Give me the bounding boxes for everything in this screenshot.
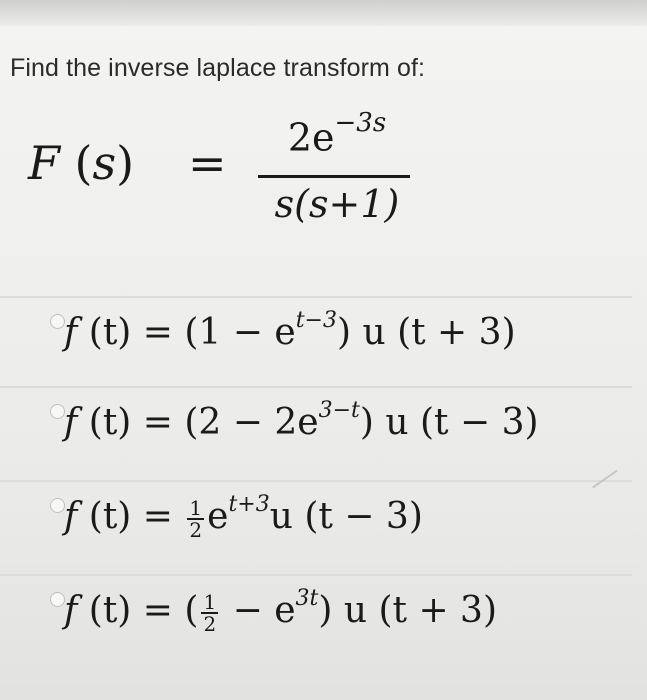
option-func: f bbox=[64, 402, 78, 443]
answer-option-1[interactable] bbox=[0, 296, 632, 386]
answer-option-3[interactable] bbox=[0, 480, 632, 574]
option-exponent: 3t bbox=[295, 586, 319, 611]
radio-button-icon[interactable] bbox=[50, 498, 65, 513]
option-exponent: 3−t bbox=[318, 398, 360, 423]
option-lhs: (t) = ( bbox=[88, 590, 199, 631]
option-expression bbox=[64, 308, 516, 353]
fraction-bar bbox=[258, 175, 410, 178]
laplace-expression bbox=[12, 108, 432, 238]
answer-option-2[interactable] bbox=[0, 386, 632, 480]
option-func: f bbox=[64, 496, 78, 537]
option-expression bbox=[64, 492, 423, 542]
answer-options bbox=[0, 296, 632, 668]
option-exponent: t−3 bbox=[295, 308, 337, 333]
option-func: f bbox=[64, 590, 78, 631]
option-rhs: ) u (t + 3) bbox=[336, 312, 516, 353]
option-lhs: (t) = (2 − 2e bbox=[88, 402, 319, 443]
option-mid: − e bbox=[221, 590, 296, 631]
option-fraction bbox=[201, 592, 218, 634]
option-lhs: (t) = bbox=[88, 496, 185, 537]
fraction-denominator: 2 bbox=[203, 612, 217, 636]
option-rhs: ) u (t − 3) bbox=[359, 402, 539, 443]
formula-lhs-arg: s bbox=[92, 136, 117, 190]
numerator-coeff: 2e bbox=[287, 115, 335, 160]
page-top-edge bbox=[0, 0, 647, 26]
formula-lhs-func: F bbox=[28, 136, 60, 190]
option-rhs: ) u (t + 3) bbox=[318, 590, 498, 631]
fraction-denominator: 2 bbox=[189, 518, 203, 542]
question-prompt: Find the inverse laplace transform of: bbox=[10, 54, 426, 82]
formula-lhs bbox=[28, 136, 134, 190]
radio-button-icon[interactable] bbox=[50, 592, 65, 607]
option-mid: e bbox=[207, 496, 229, 537]
formula-denominator: s(s+1) bbox=[274, 182, 400, 226]
formula-lhs-open-paren: ( bbox=[74, 136, 93, 190]
numerator-exponent: −3s bbox=[334, 108, 387, 138]
fraction-numerator: 1 bbox=[189, 496, 203, 520]
option-fraction bbox=[187, 498, 204, 540]
fraction-numerator: 1 bbox=[203, 590, 217, 614]
option-func: f bbox=[64, 312, 78, 353]
option-exponent: t+3 bbox=[228, 492, 270, 517]
formula-equals: = bbox=[188, 136, 227, 190]
formula-numerator bbox=[262, 108, 412, 160]
formula-lhs-close-paren: ) bbox=[116, 136, 135, 190]
option-expression bbox=[64, 398, 539, 443]
option-rhs: u (t − 3) bbox=[269, 496, 423, 537]
answer-option-4[interactable] bbox=[0, 574, 632, 668]
option-expression bbox=[64, 586, 498, 636]
radio-button-icon[interactable] bbox=[50, 314, 65, 329]
option-lhs: (t) = (1 − e bbox=[88, 312, 296, 353]
radio-button-icon[interactable] bbox=[50, 404, 65, 419]
